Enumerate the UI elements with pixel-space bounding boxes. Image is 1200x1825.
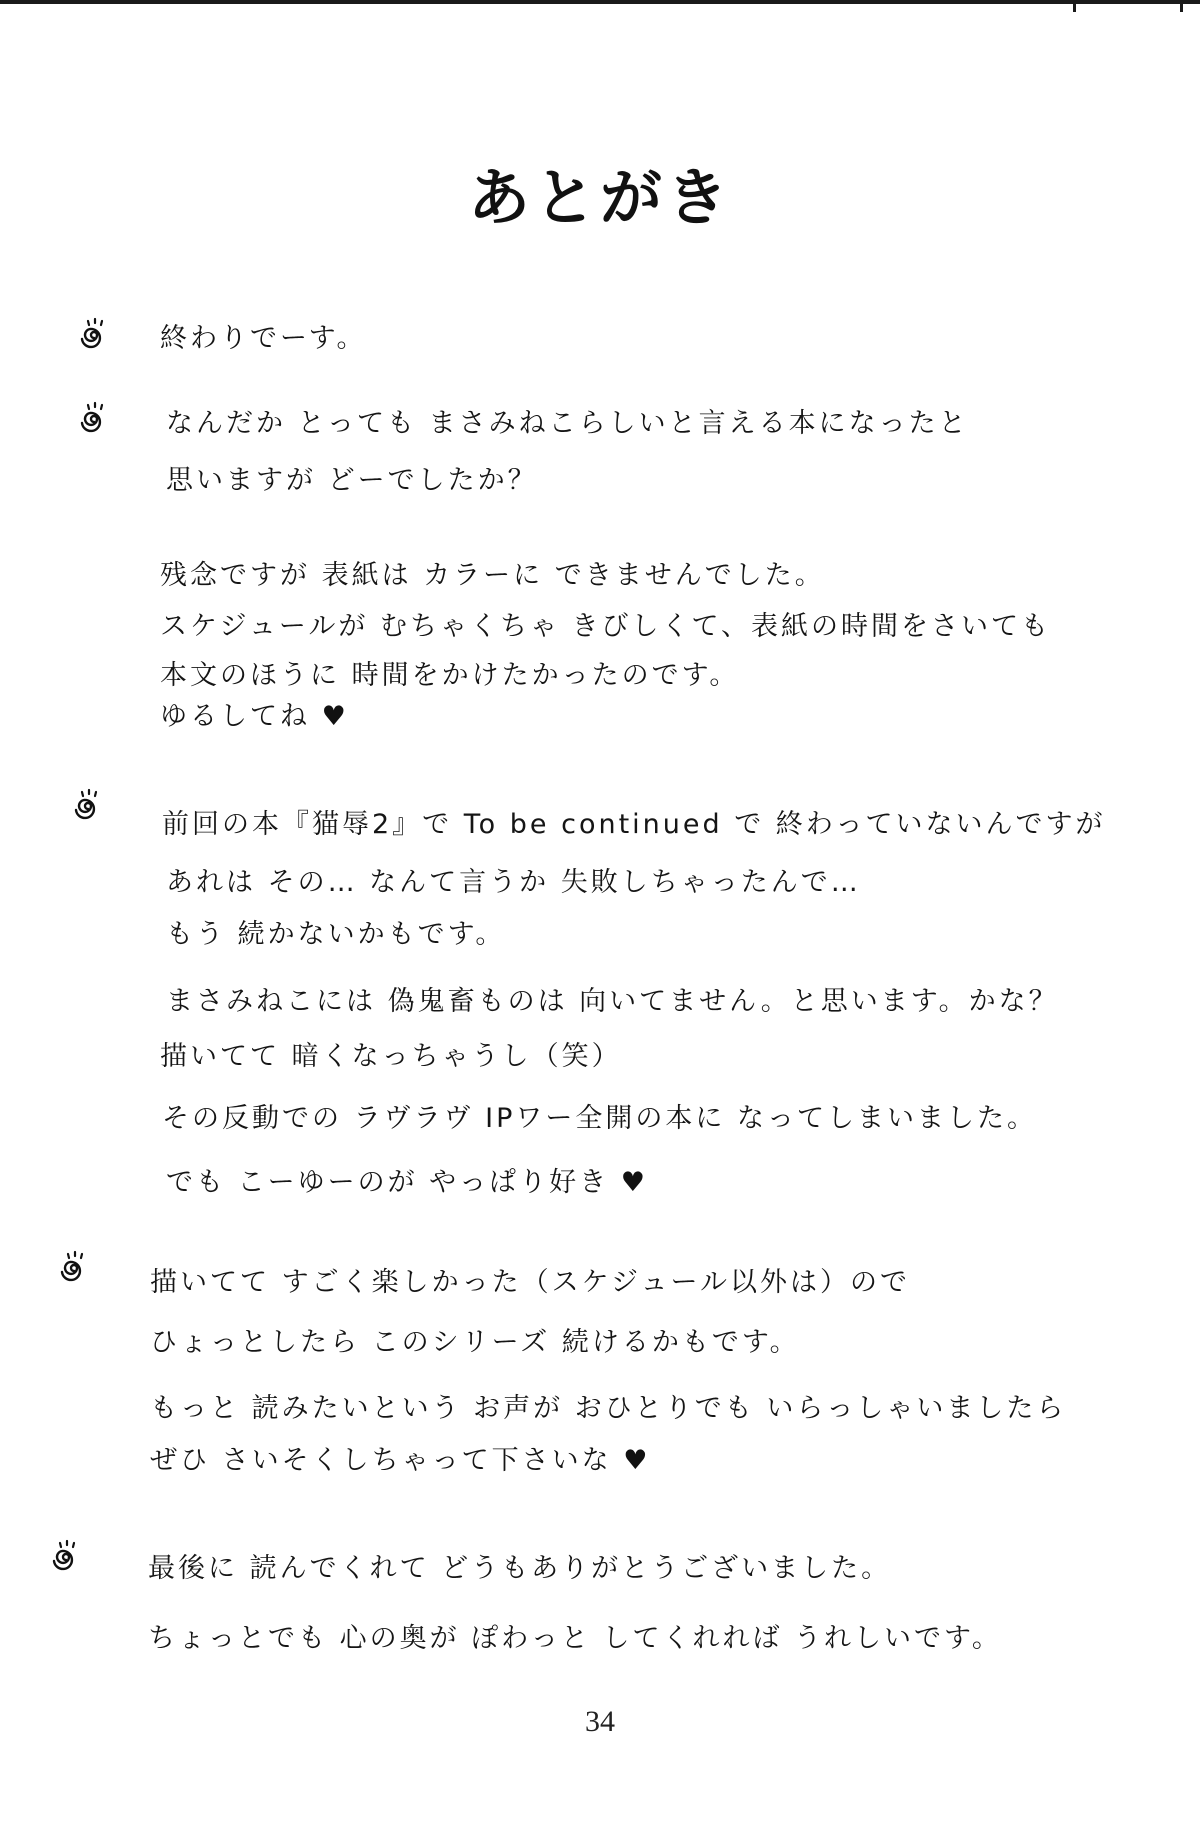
spiral-doodle-icon xyxy=(70,787,106,823)
text-line: スケジュールが むちゃくちゃ きびしくて、表紙の時間をさいても xyxy=(160,611,1052,642)
text-line: もっと 読みたいという お声が おひとりでも いらっしゃいましたら xyxy=(150,1393,1067,1424)
text-line: 前回の本『猫辱2』で To be continued で 終わっていないんですが xyxy=(162,809,1106,840)
text-line-content: ゆるしてね xyxy=(160,701,310,732)
page-title: あとがき xyxy=(467,161,732,234)
text-line: 最後に 読んでくれて どうもありがとうございました。 xyxy=(148,1553,892,1584)
top-border-tick xyxy=(1180,0,1183,12)
text-line: 残念ですが 表紙は カラーに できませんでした。 xyxy=(160,560,825,591)
text-line: もう 続かないかもです。 xyxy=(166,919,506,950)
text-line xyxy=(166,1166,648,1200)
text-line: 描いてて すごく楽しかった（スケジュール以外は）ので xyxy=(150,1267,910,1298)
text-line: あれは その… なんて言うか 失敗しちゃったんで… xyxy=(166,867,861,898)
text-line: その反動での ラヴラヴ IPワー全開の本に なってしまいました。 xyxy=(162,1103,1037,1134)
spiral-doodle-icon xyxy=(48,1538,84,1574)
text-line: まさみねこには 偽鬼畜ものは 向いてません。と思います。かな？ xyxy=(166,986,1059,1017)
text-line: 終わりでーす。 xyxy=(160,323,367,354)
heart-icon: ♥ xyxy=(623,1445,651,1476)
heart-icon: ♥ xyxy=(321,701,349,732)
heart-icon: ♥ xyxy=(620,1167,648,1198)
spiral-doodle-icon xyxy=(76,400,112,436)
top-border-line xyxy=(0,0,1200,4)
text-line: ひょっとしたら このシリーズ 続けるかもです。 xyxy=(150,1327,800,1358)
text-line: 本文のほうに 時間をかけたかったのです。 xyxy=(160,660,740,691)
page-number: 34 xyxy=(585,1705,615,1738)
text-line xyxy=(160,700,349,734)
text-line-content: でも こーゆーのが やっぱり好き xyxy=(166,1167,610,1198)
text-line xyxy=(150,1444,650,1478)
spiral-doodle-icon xyxy=(76,316,112,352)
text-line: 描いてて 暗くなっちゃうし（笑） xyxy=(160,1041,622,1072)
text-line-content: ぜひ さいそくしちゃって下さいな xyxy=(150,1445,612,1476)
spiral-doodle-icon xyxy=(56,1249,92,1285)
text-line: なんだか とっても まさみねこらしいと言える本になったと xyxy=(166,408,969,439)
text-line: 思いますが どーでしたか？ xyxy=(166,465,538,496)
text-line: ちょっとでも 心の奥が ぽわっと してくれれば うれしいです。 xyxy=(148,1623,1002,1654)
top-border-tick xyxy=(1073,0,1076,12)
